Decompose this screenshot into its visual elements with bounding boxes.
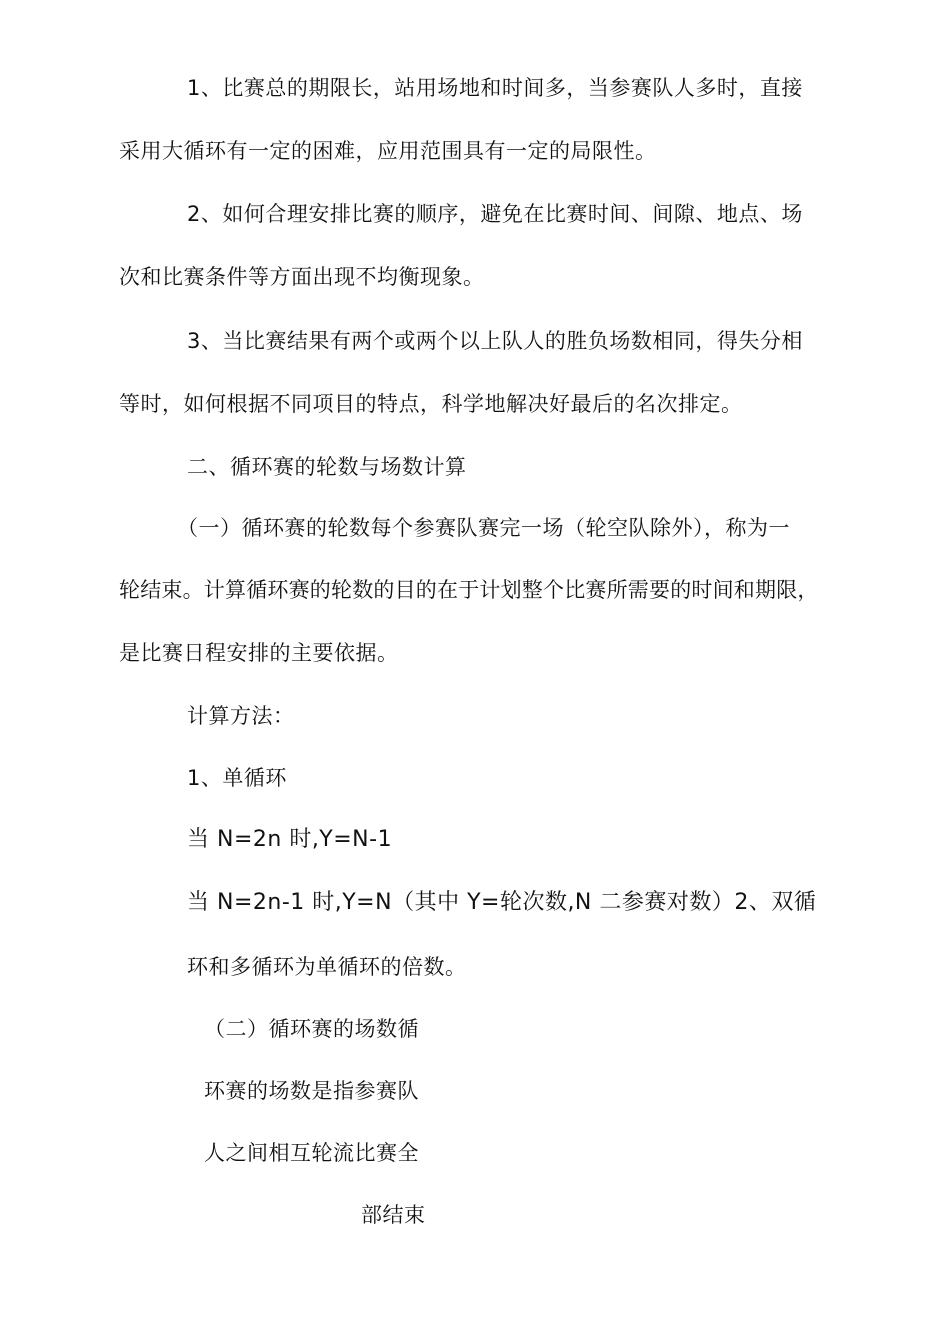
formula-even: 当 N=2n 时,Y=N-1 [187, 827, 393, 852]
subsection2-line2: 环赛的场数是指参赛队 [204, 1079, 419, 1103]
section-heading-2: 二、循环赛的轮数与场数计算 [187, 455, 467, 479]
para1-line1: 1、比赛总的期限长，站用场地和时间多，当参赛队人多时，直接 [187, 76, 803, 100]
formula-odd-continued: 环和多循环为单循环的倍数。 [187, 955, 467, 979]
para2-line2: 次和比赛条件等方面出现不均衡现象。 [119, 265, 485, 289]
method-heading: 计算方法： [187, 704, 295, 728]
para1-line2: 采用大循环有一定的困难，应用范围具有一定的局限性。 [119, 139, 657, 163]
para3-line1: 3、当比赛结果有两个或两个以上队人的胜负场数相同，得失分相 [187, 329, 803, 353]
subsection2-line3: 人之间相互轮流比赛全 [204, 1141, 419, 1165]
subsection1-line2: 轮结束。计算循环赛的轮数的目的在于计划整个比赛所需要的时间和期限， [119, 578, 819, 602]
single-round-robin: 1、单循环 [187, 766, 287, 790]
subsection1-line1: （一）循环赛的轮数每个参赛队赛完一场（轮空队除外），称为一 [177, 516, 790, 540]
subsection2-line1: （二）循环赛的场数循 [204, 1017, 419, 1041]
para2-line1: 2、如何合理安排比赛的顺序，避免在比赛时间、间隙、地点、场 [187, 202, 803, 226]
subsection2-line4: 部结束 [361, 1203, 426, 1227]
formula-odd: 当 N=2n-1 时,Y=N（其中 Y=轮次数,N 二参赛对数）2、双循 [187, 890, 817, 915]
para3-line2: 等时，如何根据不同项目的特点，科学地解决好最后的名次排定。 [119, 392, 743, 416]
subsection1-line3: 是比赛日程安排的主要依据。 [119, 641, 399, 665]
